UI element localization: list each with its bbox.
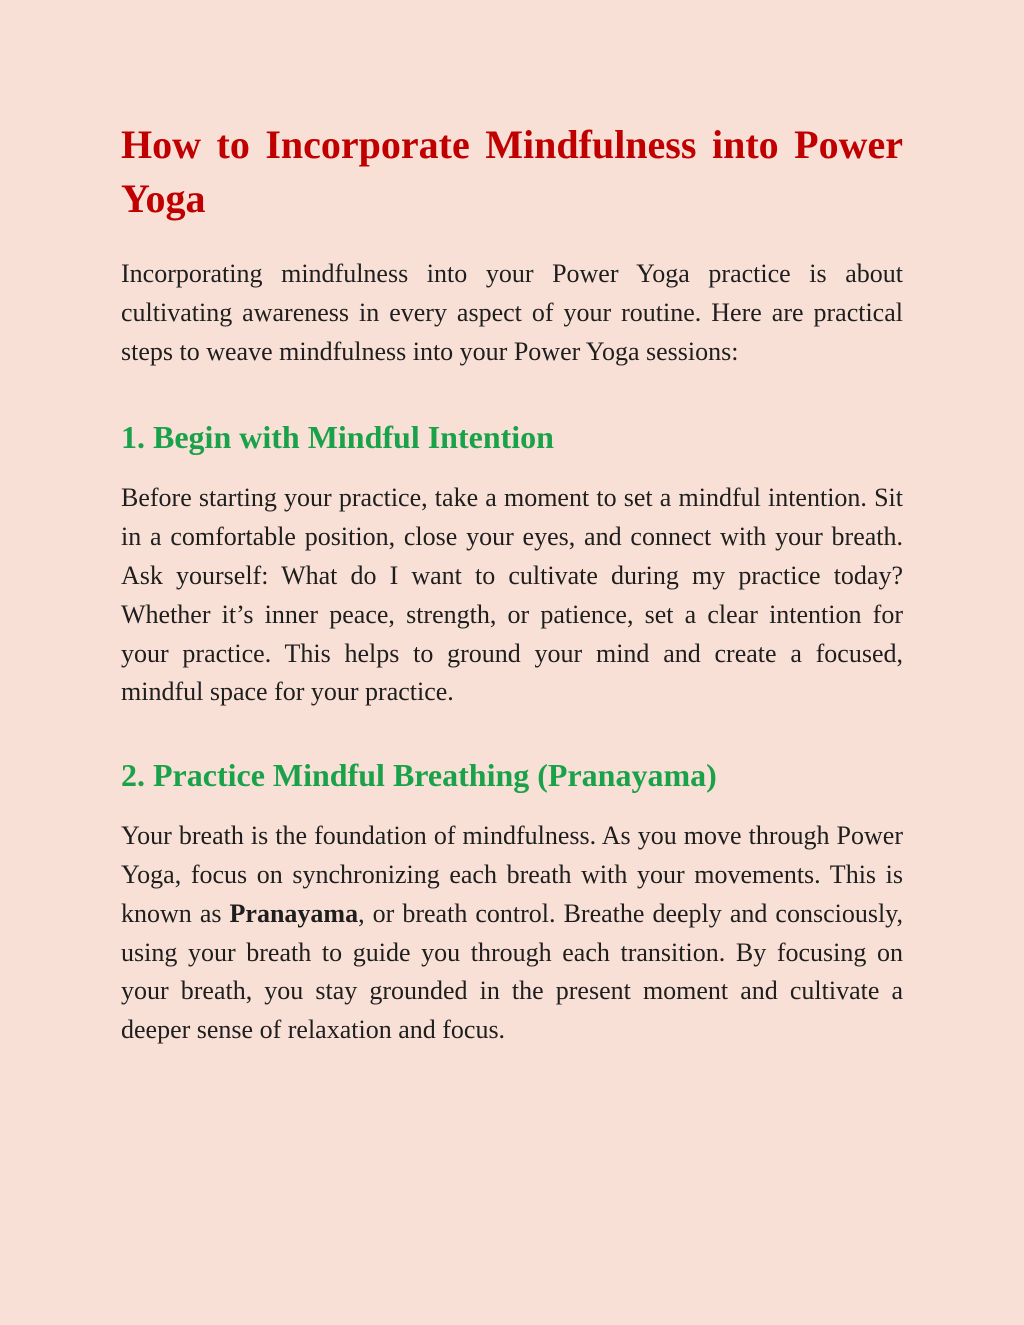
pranayama-term: Pranayama — [229, 898, 359, 928]
section-heading-mindful-intention: 1. Begin with Mindful Intention — [121, 419, 554, 456]
body-text-before: Your breath is the foundation of mindfulness. As you move through Power Yoga, focus on synchronizing each breath with your movements. This is known as — [121, 821, 903, 928]
body-text-after: , or breath control. Breathe deeply and consciously, using your breath to guide you through each transition. By focusing on your breath, you stay grounded in the present moment and cultivate a deeper sense of relaxation and focus. — [121, 898, 903, 1045]
section-body-mindful-intention: Before starting your practice, take a moment to set a mindful intention. Sit in a comfortable position, close your eyes, and connect with your breath. Ask yourself: What do I want to cultivate during my practice today? Whether it’s inner peace, strength, or patience, set a clear intention for your practice. This helps to ground your mind and create a focused, mindful space for your practice. — [121, 483, 903, 707]
section-body-mindful-breathing — [121, 817, 903, 1050]
document-title: How to Incorporate Mindfulness into Power Yoga — [121, 122, 903, 221]
section-heading-mindful-breathing: 2. Practice Mindful Breathing (Pranayama) — [121, 757, 717, 794]
intro-paragraph: Incorporating mindfulness into your Power Yoga practice is about cultivating awareness in every aspect of your routine. Here are practical steps to weave mindfulness into your Power Yoga sessions: — [121, 259, 903, 366]
